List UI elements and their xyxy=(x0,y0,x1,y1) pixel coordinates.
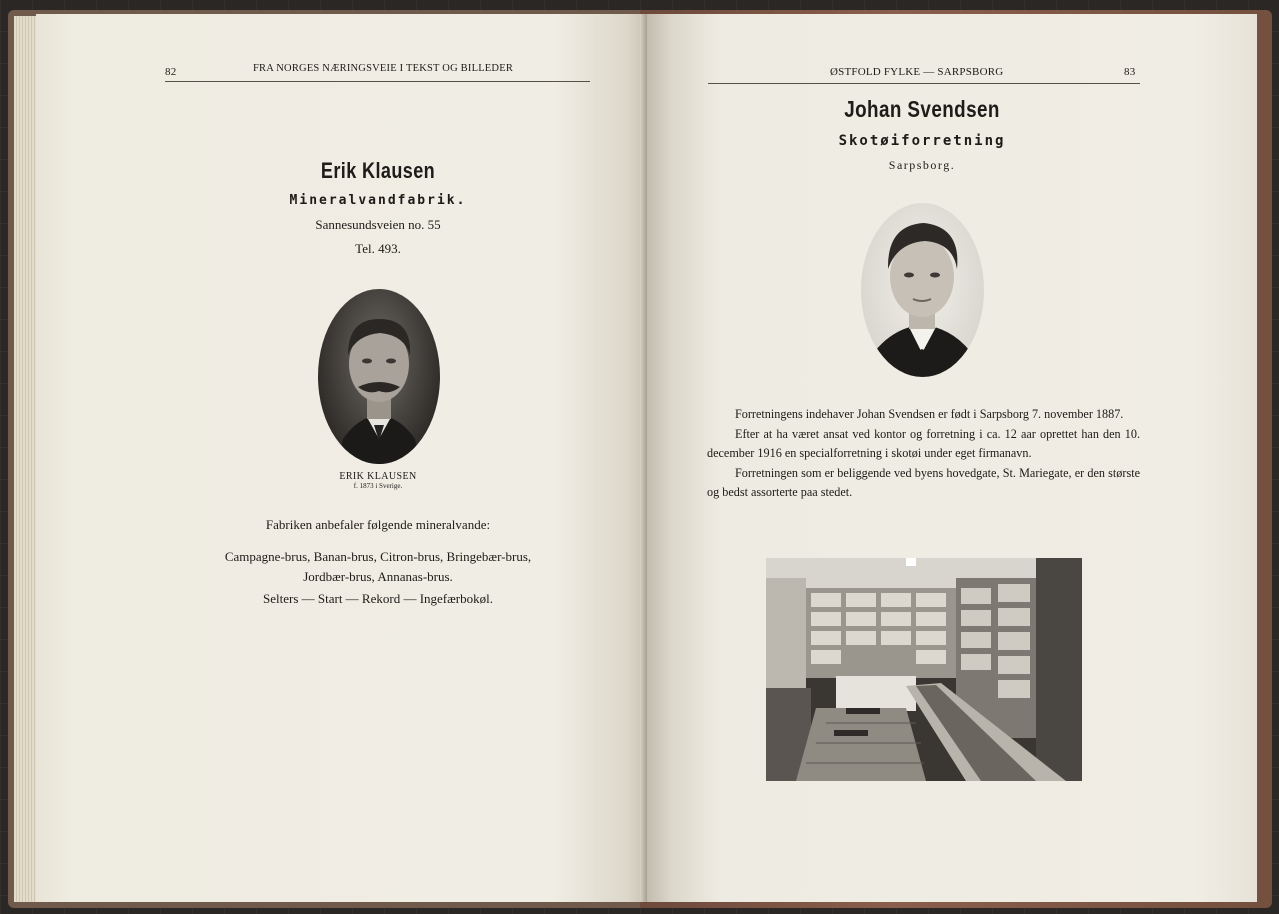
products-line-1: Campagne-brus, Banan-brus, Citron-brus, Bringebær-brus, xyxy=(224,549,532,564)
portrait-svendsen-svg xyxy=(861,203,984,377)
bio-paragraph-2: Efter at ha været ansat ved kontor og forretning i ca. 12 aar oprettet han den 10. december 1916 en specialforretning i skotøi under eget firmanavn. xyxy=(707,426,1140,460)
portrait-caption-name: ERIK KLAUSEN xyxy=(339,471,417,482)
left-page-subtitle: Mineralvandfabrik. xyxy=(289,193,467,208)
portrait-caption-sub: f. 1873 i Sverige. xyxy=(353,482,403,490)
shop-interior-svg xyxy=(766,558,1082,781)
left-title-block xyxy=(228,158,528,184)
shop-interior-photo-icon xyxy=(766,558,1082,781)
left-products-wrap xyxy=(178,547,578,587)
left-page-number: 82 xyxy=(165,66,177,78)
left-address: Sannesundsveien no. 55 xyxy=(315,217,441,232)
right-title-wrap xyxy=(772,96,1072,123)
right-page-title: Johan Svendsen xyxy=(844,96,1000,122)
left-header-rule xyxy=(165,81,590,82)
biography-text xyxy=(707,405,1140,503)
right-subtitle-wrap xyxy=(772,133,1072,149)
left-page xyxy=(36,14,646,902)
right-header-rule xyxy=(708,83,1140,84)
bio-paragraph-1: Forretningens indehaver Johan Svendsen er født i Sarpsborg 7. november 1887. xyxy=(735,407,1124,421)
products-intro: Fabriken anbefaler følgende mineralvande: xyxy=(265,517,491,532)
portrait-klausen-svg xyxy=(318,289,440,464)
left-page-title: Erik Klausen xyxy=(320,158,436,183)
left-address-wrap xyxy=(228,217,528,233)
right-running-head: ØSTFOLD FYLKE — SARPSBORG xyxy=(830,66,1004,78)
right-page-number: 83 xyxy=(1124,66,1136,78)
left-subtitle-wrap xyxy=(228,193,528,208)
right-page-subtitle: Skotøiforretning xyxy=(838,133,1006,149)
left-phone: Tel. 493. xyxy=(355,241,401,256)
products-line-2: Jordbær-brus, Annanas-brus. xyxy=(303,569,453,584)
left-intro-wrap xyxy=(178,517,578,533)
right-location-wrap xyxy=(772,158,1072,173)
portrait-mustached-man-icon xyxy=(318,289,440,464)
left-running-head: FRA NORGES NÆRINGSVEIE I TEKST OG BILLEDER xyxy=(253,63,514,74)
left-caption-wrap xyxy=(278,471,478,490)
bio-paragraph-3: Forretningen som er beliggende ved byens hovedgate, St. Mariegate, er den største og bedst assorterte paa stedet. xyxy=(707,465,1140,499)
right-location: Sarpsborg. xyxy=(888,158,956,172)
left-phone-wrap xyxy=(228,241,528,257)
left-products3-wrap xyxy=(178,591,578,607)
portrait-young-man-icon xyxy=(861,203,984,377)
products-line-3: Selters — Start — Rekord — Ingefærbokøl. xyxy=(263,591,493,606)
